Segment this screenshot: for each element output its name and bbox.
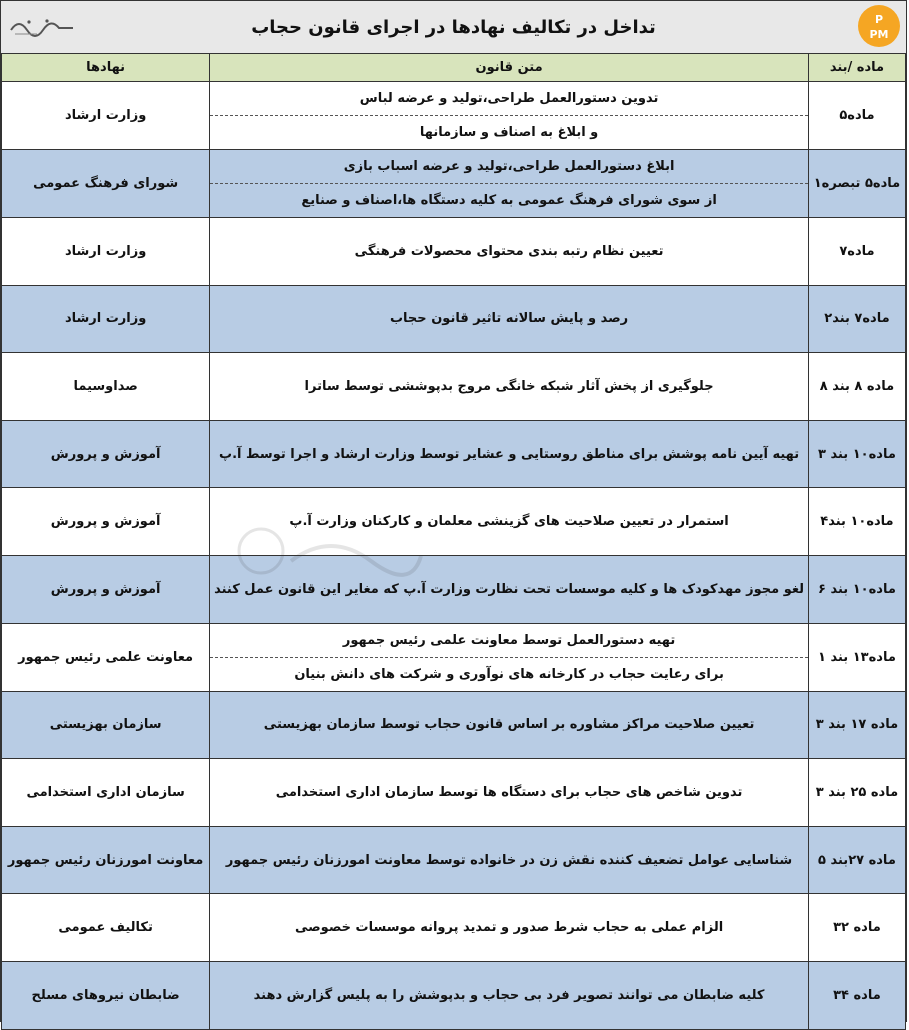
source-logo <box>7 7 77 47</box>
table-row <box>2 353 906 421</box>
svg-text:PM: PM <box>869 28 889 41</box>
article-cell: ماده ۳۲ <box>808 894 905 962</box>
law-text-line: تدوین شاخص های حجاب برای دستگاه ها توسط سازمان اداری استخدامی <box>275 784 743 800</box>
law-text-cell <box>210 353 809 421</box>
law-text-cell <box>210 623 809 691</box>
pmp-logo <box>856 3 902 49</box>
article-cell: ماده۱۰ بند ۳ <box>808 420 905 488</box>
organization-cell: تکالیف عمومی <box>2 894 210 962</box>
organization-cell: سازمان بهزیستی <box>2 691 210 759</box>
law-text-cell <box>210 894 809 962</box>
table-row <box>2 82 906 150</box>
organization-cell: وزارت ارشاد <box>2 82 210 150</box>
law-text-line: جلوگیری از پخش آثار شبکه خانگی مروج بدپوششی توسط ساترا <box>304 378 714 394</box>
column-header-org: نهادها <box>2 54 210 82</box>
article-cell: ماده ۳۴ <box>808 961 905 1029</box>
table-row <box>2 218 906 286</box>
article-cell: ماده۷ <box>808 218 905 286</box>
title-bar <box>1 1 906 54</box>
table-body <box>2 82 906 1030</box>
law-text-line: تهیه آیین نامه پوشش برای مناطق روستایی و عشایر توسط وزارت ارشاد و اجرا توسط آ.پ <box>219 446 800 462</box>
law-text-line: برای رعایت حجاب در کارخانه های نوآوری و شرکت های دانش بنیان <box>294 666 724 682</box>
source-logo-icon <box>7 12 77 42</box>
law-text-line: کلیه ضابطان می توانند تصویر فرد بی حجاب و بدپوشش را به پلیس گزارش دهند <box>253 987 765 1003</box>
law-text-cell <box>210 961 809 1029</box>
column-header-text: متن قانون <box>210 54 809 82</box>
organization-cell: سازمان اداری استخدامی <box>2 759 210 827</box>
law-text-line: تعیین صلاحیت مراکز مشاوره بر اساس قانون حجاب توسط سازمان بهزیستی <box>263 717 755 733</box>
table-row <box>2 894 906 962</box>
table-row <box>2 691 906 759</box>
law-text-cell <box>210 488 809 556</box>
law-text-cell <box>210 82 809 150</box>
table-row <box>2 826 906 894</box>
table-row <box>2 150 906 218</box>
organization-cell: معاونت علمی رئیس جمهور <box>2 623 210 691</box>
organization-cell: آموزش و پرورش <box>2 555 210 623</box>
table-row <box>2 285 906 353</box>
article-cell: ماده۱۰ بند ۶ <box>808 555 905 623</box>
article-cell: ماده۵ تبصره۱ <box>808 150 905 218</box>
law-text-line: تعیین نظام رتبه بندی محتوای محصولات فرهنگی <box>354 243 664 259</box>
article-cell: ماده ۱۷ بند ۳ <box>808 691 905 759</box>
organization-cell: معاونت امورزنان رئیس جمهور <box>2 826 210 894</box>
law-text-line: ابلاغ دستورالعمل طراحی،تولید و عرضه اسباب بازی <box>210 150 808 184</box>
svg-text:P: P <box>874 13 884 26</box>
law-text-line: لغو مجوز مهدکودک ها و کلیه موسسات تحت نظارت وزارت آ.پ که مغایر این قانون عمل کنند <box>214 581 805 597</box>
law-text-line: از سوی شورای فرهنگ عمومی به کلیه دستگاه ها،اصناف و صنایع <box>301 193 717 208</box>
table-header-row <box>2 54 906 82</box>
law-text-line: شناسایی عوامل تضعیف کننده نقش زن در خانواده توسط معاونت امورزنان رئیس جمهور <box>225 852 793 868</box>
table-row <box>2 961 906 1029</box>
law-text-cell <box>210 691 809 759</box>
law-text-cell <box>210 420 809 488</box>
organization-cell: آموزش و پرورش <box>2 488 210 556</box>
article-cell: ماده ۲۵ بند ۳ <box>808 759 905 827</box>
article-cell: ماده۵ <box>808 82 905 150</box>
law-text-cell <box>210 218 809 286</box>
table-row <box>2 759 906 827</box>
table-row <box>2 555 906 623</box>
organization-cell: صداوسیما <box>2 353 210 421</box>
article-cell: ماده۱۰ بند۴ <box>808 488 905 556</box>
organization-cell: شورای فرهنگ عمومی <box>2 150 210 218</box>
law-text-line: و ابلاغ به اصناف و سازمانها <box>419 125 599 140</box>
table-row <box>2 420 906 488</box>
law-text-cell <box>210 759 809 827</box>
pmp-logo-icon <box>856 3 902 49</box>
law-text-cell <box>210 150 809 218</box>
table-row <box>2 623 906 691</box>
organization-cell: وزارت ارشاد <box>2 218 210 286</box>
article-cell: ماده۷ بند۲ <box>808 285 905 353</box>
obligations-table <box>1 53 906 1030</box>
law-text-line: رصد و پایش سالانه تاثیر قانون حجاب <box>389 311 629 327</box>
organization-cell: ضابطان نیروهای مسلح <box>2 961 210 1029</box>
law-text-cell <box>210 826 809 894</box>
law-text-line: تهیه دستورالعمل توسط معاونت علمی رئیس جمهور <box>210 624 808 658</box>
law-text-line: تدوین دستورالعمل طراحی،تولید و عرضه لباس <box>210 82 808 116</box>
column-header-article: ماده /بند <box>808 54 905 82</box>
law-text-line: استمرار در تعیین صلاحیت های گزینشی معلمان و کارکنان وزارت آ.پ <box>289 514 729 530</box>
law-text-cell <box>210 285 809 353</box>
law-text-cell <box>210 555 809 623</box>
article-cell: ماده ۸ بند ۸ <box>808 353 905 421</box>
table-row <box>2 488 906 556</box>
organization-cell: وزارت ارشاد <box>2 285 210 353</box>
article-cell: ماده ۲۷بند ۵ <box>808 826 905 894</box>
law-text-line: الزام عملی به حجاب شرط صدور و تمدید پروانه موسسات خصوصی <box>294 920 724 936</box>
organization-cell: آموزش و پرورش <box>2 420 210 488</box>
document-title: تداخل در تکالیف نهادها در اجرای قانون حجاب <box>251 16 656 38</box>
article-cell: ماده۱۳ بند ۱ <box>808 623 905 691</box>
